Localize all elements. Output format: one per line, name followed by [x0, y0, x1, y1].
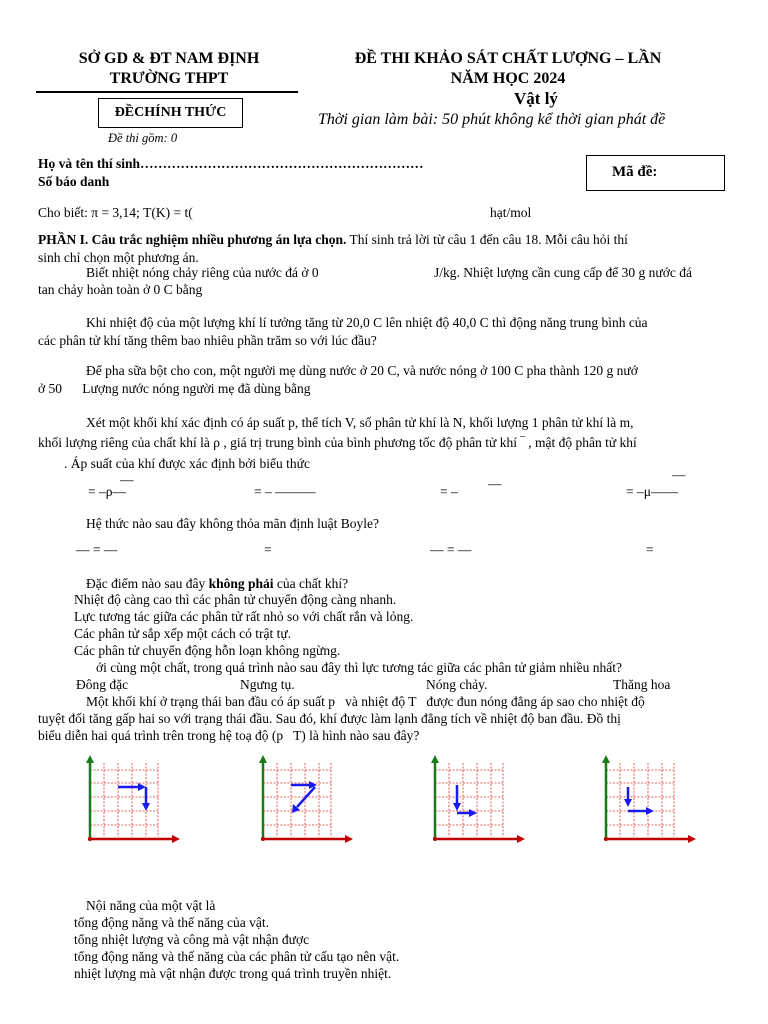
grid: [263, 763, 331, 837]
candidate-id-line: Số báo danh: [38, 174, 110, 189]
process-path: [453, 785, 477, 817]
q4-option-d-bar: —: [672, 467, 686, 482]
q3-text-line2: ở 50 Lượng nước nóng người mẹ đã dùng bằng: [38, 381, 311, 396]
school-year: NĂM HỌC 2024: [450, 70, 566, 87]
q8-text-line2: tuyệt đối tăng gấp hai so với trạng thái đầu. Sau đó, khí được làm lạnh đẳng tích về nhiệt độ ban đầu. Đồ thị: [38, 711, 621, 726]
q7-option-a: Đông đặc: [76, 677, 129, 692]
q4-option-a-bar: —: [120, 472, 134, 487]
q6-stem-start: Đặc điểm nào sau đây: [86, 576, 209, 591]
q9-option-b: tổng nhiệt lượng và công mà vật nhận được: [74, 932, 310, 947]
subject: Vật lý: [514, 89, 558, 108]
q4-option-c-bar: —: [488, 476, 502, 491]
q5-option-c: — = —: [430, 542, 472, 557]
q4-text-line2: khối lượng riêng của chất khí là ρ , giá trị trung bình của bình phương tốc độ phân tử khí ‾ , mật độ phân tử khí: [38, 435, 637, 450]
q9-option-a: tổng động năng và thế năng của vật.: [74, 915, 269, 930]
official-label: ĐỀCHÍNH THỨC: [114, 105, 227, 120]
q8-graph-option-d: [598, 755, 698, 855]
part1-heading: PHẦN I. Câu trắc nghiệm nhiều phương án lựa chọn.: [38, 232, 347, 247]
q5-option-b: =: [264, 542, 272, 557]
grid: [606, 763, 674, 837]
q4-text-line3: . Áp suất của khí được xác định bởi biểu thức: [64, 456, 310, 471]
x-axis-arrow-icon: [345, 835, 353, 843]
q6-option-b: Lực tương tác giữa các phân tử rất nhỏ so với chất rắn và lỏng.: [74, 609, 414, 624]
y-axis-arrow-icon: [86, 755, 94, 763]
origin-dot: [88, 837, 92, 841]
y-axis-arrow-icon: [431, 755, 439, 763]
exam-code-label: Mã đề:: [612, 164, 658, 180]
exam-title: ĐỀ THI KHẢO SÁT CHẤT LƯỢNG – LẦN: [354, 50, 662, 67]
q6-stem-emphasis: không phải: [208, 576, 274, 591]
q5-option-a: — = —: [76, 542, 118, 557]
q4-option-c: = –: [440, 484, 458, 499]
q8-text-line3: biểu diễn hai quá trình trên trong hệ toạ độ (p T) là hình nào sau đây?: [38, 728, 420, 743]
q5-stem: Hệ thức nào sau đây không thỏa mãn định luật Boyle?: [86, 516, 379, 531]
x-axis-arrow-icon: [172, 835, 180, 843]
q8-graph-option-c: [427, 755, 527, 855]
y-axis-arrow-icon: [259, 755, 267, 763]
q7-stem: ới cùng một chất, trong quá trình nào sau đây thì lực tương tác giữa các phân tử giảm nhiều nhất?: [96, 660, 623, 675]
q1-text-part2: J/kg. Nhiệt lượng cần cung cấp để 30 g nước đá: [434, 265, 692, 280]
x-axis-arrow-icon: [517, 835, 525, 843]
origin-dot: [433, 837, 437, 841]
y-axis-arrow-icon: [602, 755, 610, 763]
q7-option-b: Ngưng tụ.: [240, 677, 295, 692]
q8-graph-option-a: [82, 755, 182, 855]
part1-instructions-line2: sinh chỉ chọn một phương án.: [38, 250, 199, 265]
q9-stem: Nội năng của một vật là: [86, 898, 216, 913]
grid: [90, 763, 158, 837]
q7-option-c: Nóng chảy.: [426, 677, 488, 692]
exam-duration: Thời gian làm bài: 50 phút không kể thời gian phát đề: [318, 111, 666, 128]
q4-text-line1: Xét một khối khí xác định có áp suất p, thể tích V, số phân tử khí là N, khối lượng 1 phân tử khí là m,: [86, 415, 634, 430]
q8-text-line1: Một khối khí ở trạng thái ban đầu có áp suất p và nhiệt độ T được đun nóng đẳng áp sao cho nhiệt độ: [86, 694, 645, 709]
q2-text-line1: Khi nhiệt độ của một lượng khí lí tưởng tăng từ 20,0 C lên nhiệt độ 40,0 C thì động năng trung bình của: [86, 315, 648, 330]
given-constants: Cho biết: π = 3,14; T(K) = t(: [38, 205, 193, 220]
department-name: SỞ GD & ĐT NAM ĐỊNH: [78, 50, 260, 67]
q6-stem-end: của chất khí?: [273, 576, 349, 591]
grid: [435, 763, 503, 837]
q9-option-d: nhiệt lượng mà vật nhận được trong quá trình truyền nhiệt.: [74, 966, 392, 981]
q4-option-a: = –ρ—: [88, 484, 126, 499]
q1-text-part1: Biết nhiệt nóng chảy riêng của nước đá ở 0: [86, 265, 319, 280]
process-path: [624, 787, 654, 815]
origin-dot: [261, 837, 265, 841]
q6-option-c: Các phân tử sắp xếp một cách có trật tự.: [74, 626, 292, 641]
q1-text-line2: tan chảy hoàn toàn ở 0 C bằng: [38, 282, 203, 297]
q4-option-d: = –μ——: [626, 484, 678, 499]
q8-graph-option-b: [255, 755, 355, 855]
q3-text-line1: Để pha sữa bột cho con, một người mẹ dùng nước ở 20 C, và nước nóng ở 100 C pha thành 120 g nướ: [86, 363, 638, 378]
candidate-name-line: Họ và tên thí sinh………………………………………………………: [38, 156, 424, 171]
page-count: Đề thi gồm: 0: [108, 131, 178, 145]
header-divider: [36, 91, 298, 93]
q5-option-d: =: [646, 542, 654, 557]
school-name: TRƯỜNG THPT: [109, 70, 229, 87]
part1-instructions-text: Thí sinh trả lời từ câu 1 đến câu 18. Mỗi câu hỏi thí: [346, 232, 628, 247]
origin-dot: [604, 837, 608, 841]
q9-option-c: tổng động năng và thế năng của các phân tử cấu tạo nên vật.: [74, 949, 400, 964]
q6-option-d: Các phân tử chuyển động hỗn loạn không ngừng.: [74, 643, 341, 658]
q4-option-b: = – ———: [254, 484, 316, 499]
part1-instructions: [38, 231, 732, 267]
x-axis-arrow-icon: [688, 835, 696, 843]
q6-stem: [86, 576, 348, 592]
q7-option-d: Thăng hoa: [613, 677, 671, 692]
q6-option-a: Nhiệt độ càng cao thì các phân tử chuyển động càng nhanh.: [74, 592, 397, 607]
q2-text-line2: các phân tử khí tăng thêm bao nhiêu phần trăm so với lúc đầu?: [38, 333, 377, 348]
given-avogadro-unit: hạt/mol: [490, 205, 532, 220]
